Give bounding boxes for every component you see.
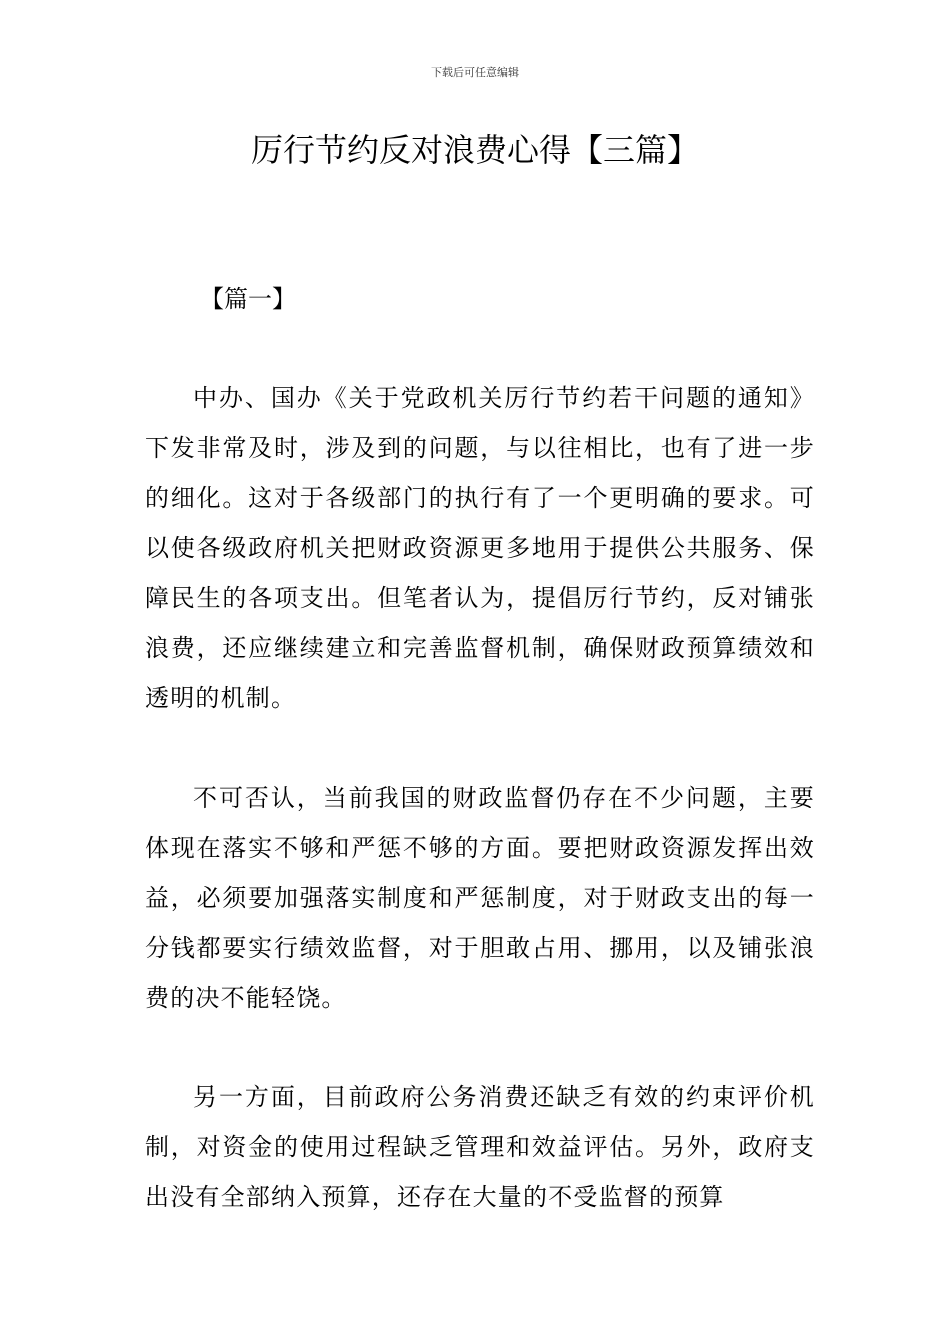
- document-title: 厉行节约反对浪费心得【三篇】: [250, 131, 699, 169]
- header-note: 下载后可任意编辑: [431, 66, 519, 79]
- paragraph-2: 不可否认，当前我国的财政监督仍存在不少问题，主要体现在落实不够和严惩不够的方面。要把财政资源发挥出效益，必须要加强落实制度和严惩制度，对于财政支出的每一分钱都要实行绩效监督，对于胆敢占用、挪用，以及铺张浪费的决不能轻饶。: [145, 784, 815, 1012]
- paragraph-3: 另一方面，目前政府公务消费还缺乏有效的约束评价机制，对资金的使用过程缺乏管理和效益评估。另外，政府支出没有全部纳入预算，还存在大量的不受监督的预算: [145, 1083, 815, 1211]
- paragraph-1: 中办、国办《关于党政机关厉行节约若干问题的通知》下发非常及时，涉及到的问题，与以往相比，也有了进一步的细化。这对于各级部门的执行有了一个更明确的要求。可以使各级政府机关把财政资源更多地用于提供公共服务、保障民生的各项支出。但笔者认为，提倡厉行节约，反对铺张浪费，还应继续建立和完善监督机制，确保财政预算绩效和透明的机制。: [145, 384, 815, 712]
- section-label: 【篇一】: [200, 285, 296, 313]
